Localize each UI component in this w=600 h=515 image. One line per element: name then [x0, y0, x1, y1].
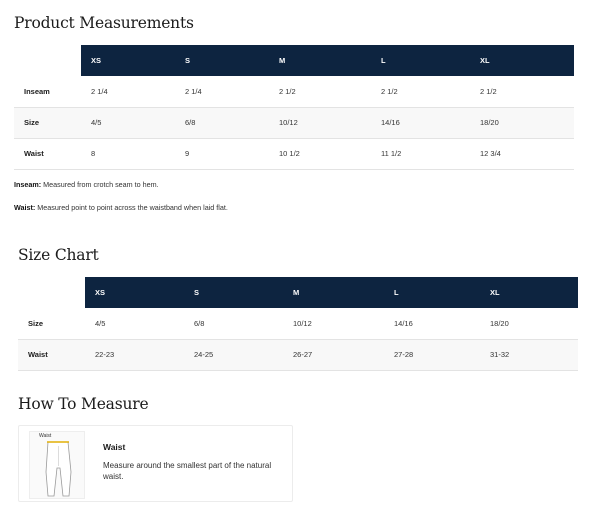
header-size-m: M [283, 277, 384, 308]
waist-diagram-tag: Waist [39, 433, 52, 439]
product-measurements-table [14, 45, 574, 170]
table-cell: 27-28 [384, 339, 480, 370]
table-cell: 2 1/2 [371, 76, 470, 107]
waist-note-label: Waist: [14, 203, 36, 212]
table-row [14, 76, 574, 107]
table-cell: 6/8 [175, 107, 269, 138]
header-size-l: L [384, 277, 480, 308]
table-row [14, 107, 574, 138]
header-size-l: L [371, 45, 470, 76]
leggings-icon [30, 432, 86, 500]
table-cell: 24-25 [184, 339, 283, 370]
size-chart-table [18, 277, 578, 371]
table-cell: 4/5 [85, 308, 184, 339]
table-cell: 4/5 [81, 107, 175, 138]
header-size-xs: XS [81, 45, 175, 76]
inseam-note [14, 180, 159, 189]
header-size-xl: XL [470, 45, 574, 76]
table-cell: 14/16 [371, 107, 470, 138]
table-cell: 18/20 [480, 308, 578, 339]
waist-note-text: Measured point to point across the waistband when laid flat. [35, 203, 228, 212]
table-cell: 26-27 [283, 339, 384, 370]
table-cell: 2 1/2 [470, 76, 574, 107]
table-header-row [18, 277, 578, 308]
table-header-row [14, 45, 574, 76]
measure-item-text: Measure around the smallest part of the natural waist. [103, 461, 272, 481]
table-row [14, 138, 574, 169]
inseam-note-label: Inseam: [14, 180, 42, 189]
measure-item-title: Waist [103, 442, 126, 452]
header-size-s: S [175, 45, 269, 76]
row-label-waist: Waist [18, 339, 85, 370]
how-to-measure-heading: How To Measure [18, 395, 149, 413]
header-blank-cell [18, 277, 85, 308]
waist-note [14, 203, 228, 212]
header-size-xl: XL [480, 277, 578, 308]
table-cell: 2 1/2 [269, 76, 371, 107]
row-label-size: Size [14, 107, 81, 138]
measure-card [18, 425, 293, 502]
table-cell: 31-32 [480, 339, 578, 370]
row-label-size: Size [18, 308, 85, 339]
header-size-m: M [269, 45, 371, 76]
table-cell: 11 1/2 [371, 138, 470, 169]
table-cell: 8 [81, 138, 175, 169]
table-cell: 14/16 [384, 308, 480, 339]
table-cell: 9 [175, 138, 269, 169]
header-blank-cell [14, 45, 81, 76]
table-cell: 10/12 [269, 107, 371, 138]
table-row [18, 339, 578, 370]
table-cell: 12 3/4 [470, 138, 574, 169]
table-cell: 18/20 [470, 107, 574, 138]
inseam-note-text: Measured from crotch seam to hem. [41, 180, 159, 189]
table-cell: 2 1/4 [175, 76, 269, 107]
table-cell: 10/12 [283, 308, 384, 339]
row-label-waist: Waist [14, 138, 81, 169]
row-label-inseam: Inseam [14, 76, 81, 107]
table-cell: 10 1/2 [269, 138, 371, 169]
table-cell: 2 1/4 [81, 76, 175, 107]
table-cell: 6/8 [184, 308, 283, 339]
header-size-s: S [184, 277, 283, 308]
table-cell: 22-23 [85, 339, 184, 370]
size-chart-heading: Size Chart [18, 246, 99, 264]
product-measurements-heading: Product Measurements [14, 14, 194, 32]
table-row [18, 308, 578, 339]
header-size-xs: XS [85, 277, 184, 308]
waist-diagram [29, 431, 85, 499]
